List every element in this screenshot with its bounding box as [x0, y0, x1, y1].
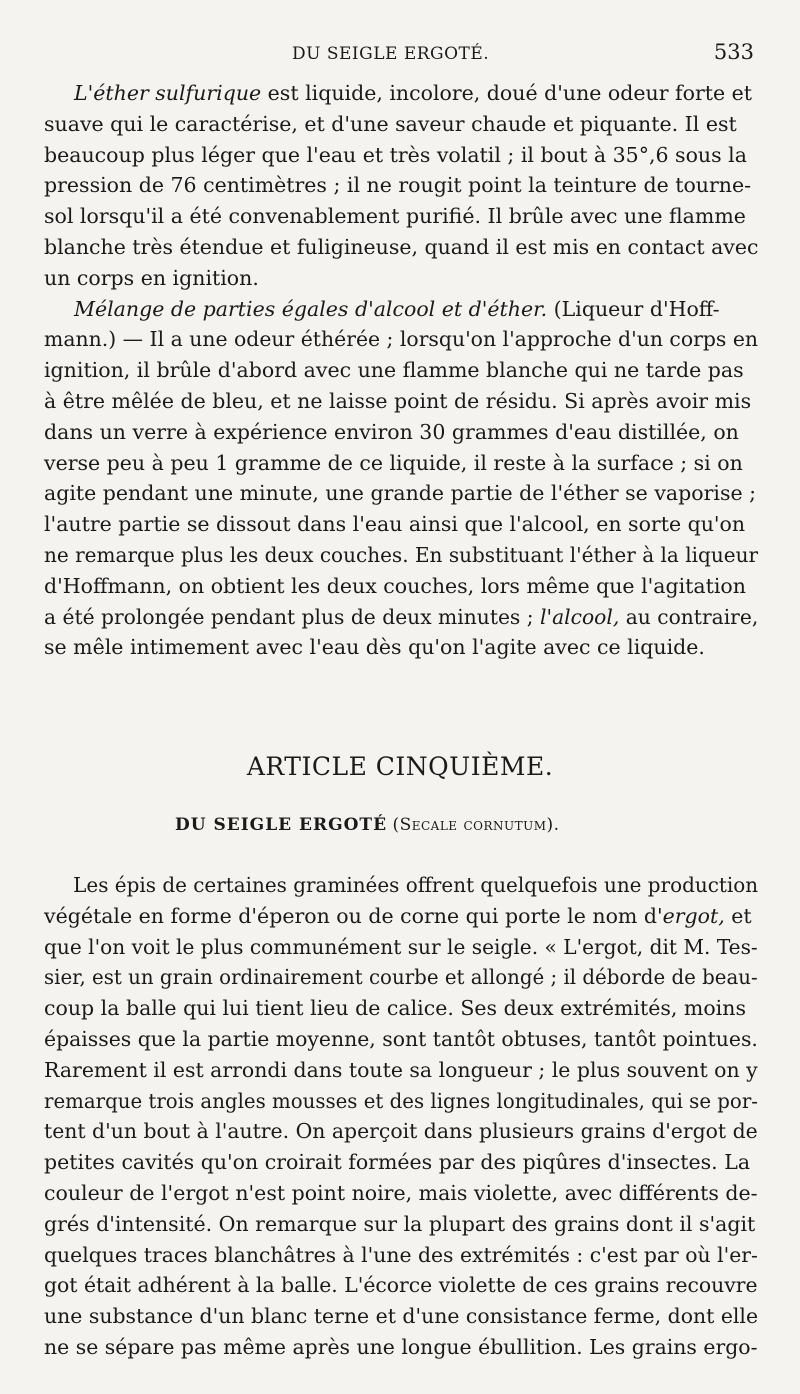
paragraph-line: végétale en forme d'éperon ou de corne qui porte le nom d'ergot, et	[44, 903, 752, 928]
paragraph-line: épaisses que la partie moyenne, sont tantôt obtuses, tantôt pointues.	[44, 1026, 758, 1051]
paragraph-line: couleur de l'ergot n'est point noire, mais violette, avec différents de-	[44, 1180, 758, 1205]
paragraph-line: blanche très étendue et fuligineuse, quand il est mis en contact avec	[44, 234, 759, 259]
paragraph-line: mann.) — Il a une odeur éthérée ; lorsqu'on l'approche d'un corps en	[44, 327, 759, 352]
paragraph-line: tent d'un bout à l'autre. On aperçoit dans plusieurs grains d'ergot de	[44, 1119, 758, 1144]
paragraph-line: que l'on voit le plus communément sur le seigle. « L'ergot, dit M. Tes-	[44, 934, 758, 959]
paragraph-line: suave qui le caractérise, et d'une saveur chaude et piquante. Il est	[44, 111, 737, 136]
article-heading: ARTICLE CINQUIÈME.	[246, 752, 554, 781]
paragraph-line: remarque trois angles mousses et des lignes longitudinales, qui se por-	[44, 1088, 758, 1113]
paragraph-line: une substance d'un blanc terne et d'une consistance ferme, dont elle	[44, 1304, 759, 1329]
paragraph-line: Mélange de parties égales d'alcool et d'éther. (Liqueur d'Hoff-	[74, 296, 720, 321]
lower-text-block	[44, 870, 758, 1363]
page-number: 533	[713, 40, 754, 64]
melange-term: Mélange de parties égales d'alcool et d'éther.	[74, 296, 548, 321]
paragraph-line: l'autre partie se dissout dans l'eau ainsi que l'alcool, en sorte qu'on	[44, 512, 746, 537]
paragraph-line: se mêle intimement avec l'eau dès qu'on l'agite avec ce liquide.	[44, 635, 705, 660]
section-heading	[175, 815, 560, 835]
paragraph-line: Rarement il est arrondi dans toute sa longueur ; le plus souvent on y	[44, 1057, 758, 1082]
paragraph-line: got était adhérent à la balle. L'écorce violette de ces grains recouvre	[44, 1273, 758, 1298]
paragraph-line: verse peu à peu 1 gramme de ce liquide, il reste à la surface ; si on	[44, 450, 743, 475]
section-title: DU SEIGLE ERGOTÉ	[175, 815, 388, 835]
paragraph-line: d'Hoffmann, on obtient les deux couches, lors même que l'agitation	[44, 573, 746, 598]
paragraph-line: dans un verre à expérience environ 30 grammes d'eau distillée, on	[44, 419, 739, 444]
running-head	[0, 38, 800, 68]
paragraph-line: à être mêlée de bleu, et ne laisse point de résidu. Si après avoir mis	[44, 388, 752, 413]
paragraph-line: sier, est un grain ordinairement courbe et allongé ; il déborde de beau-	[44, 965, 758, 990]
paragraph-line: Les épis de certaines graminées offrent quelquefois une production	[73, 873, 759, 897]
paragraph-line: beaucoup plus léger que l'eau et très volatil ; il bout à 35°,6 sous la	[44, 142, 747, 167]
paragraph-line: L'éther sulfurique est liquide, incolore, doué d'une odeur forte et	[74, 81, 753, 105]
paragraph-line: a été prolongée pendant plus de deux minutes ; l'alcool, au contraire,	[44, 604, 759, 629]
ergot-term: ergot,	[662, 903, 725, 928]
paragraph-line: ne remarque plus les deux couches. En substituant l'éther à la liqueur	[44, 542, 759, 567]
paragraph-line: petites cavités qu'on croirait formées par des piqûres d'insectes. La	[44, 1150, 751, 1175]
paragraph-line: quelques traces blanchâtres à l'une des extrémités : c'est par où l'er-	[44, 1242, 758, 1267]
upper-text-block	[44, 78, 758, 663]
ether-sulfurique-term: L'éther sulfurique	[74, 81, 262, 105]
paragraph-line: ignition, il brûle d'abord avec une flamme blanche qui ne tarde pas	[44, 358, 744, 383]
paragraph-line: pression de 76 centimètres ; il ne rougit point la teinture de tourne-	[44, 173, 752, 198]
paragraph-line: sol lorsqu'il a été convenablement purifié. Il brûle avec une flamme	[44, 204, 746, 229]
paragraph-line: coup la balle qui lui tient lieu de calice. Ses deux extrémités, moins	[44, 996, 746, 1021]
paragraph-line: ne se sépare pas même après une longue ébullition. Les grains ergo-	[44, 1334, 758, 1359]
section-subtitle: (Secale cornutum).	[392, 815, 560, 835]
paragraph-line: grés d'intensité. On remarque sur la plupart des grains dont il s'agit	[44, 1211, 756, 1236]
running-title: DU SEIGLE ERGOTÉ.	[292, 44, 490, 64]
paragraph-line: un corps en ignition.	[44, 265, 259, 290]
paragraph-line: agite pendant une minute, une grande partie de l'éther se vaporise ;	[44, 481, 757, 506]
alcool-term: l'alcool,	[540, 604, 620, 629]
